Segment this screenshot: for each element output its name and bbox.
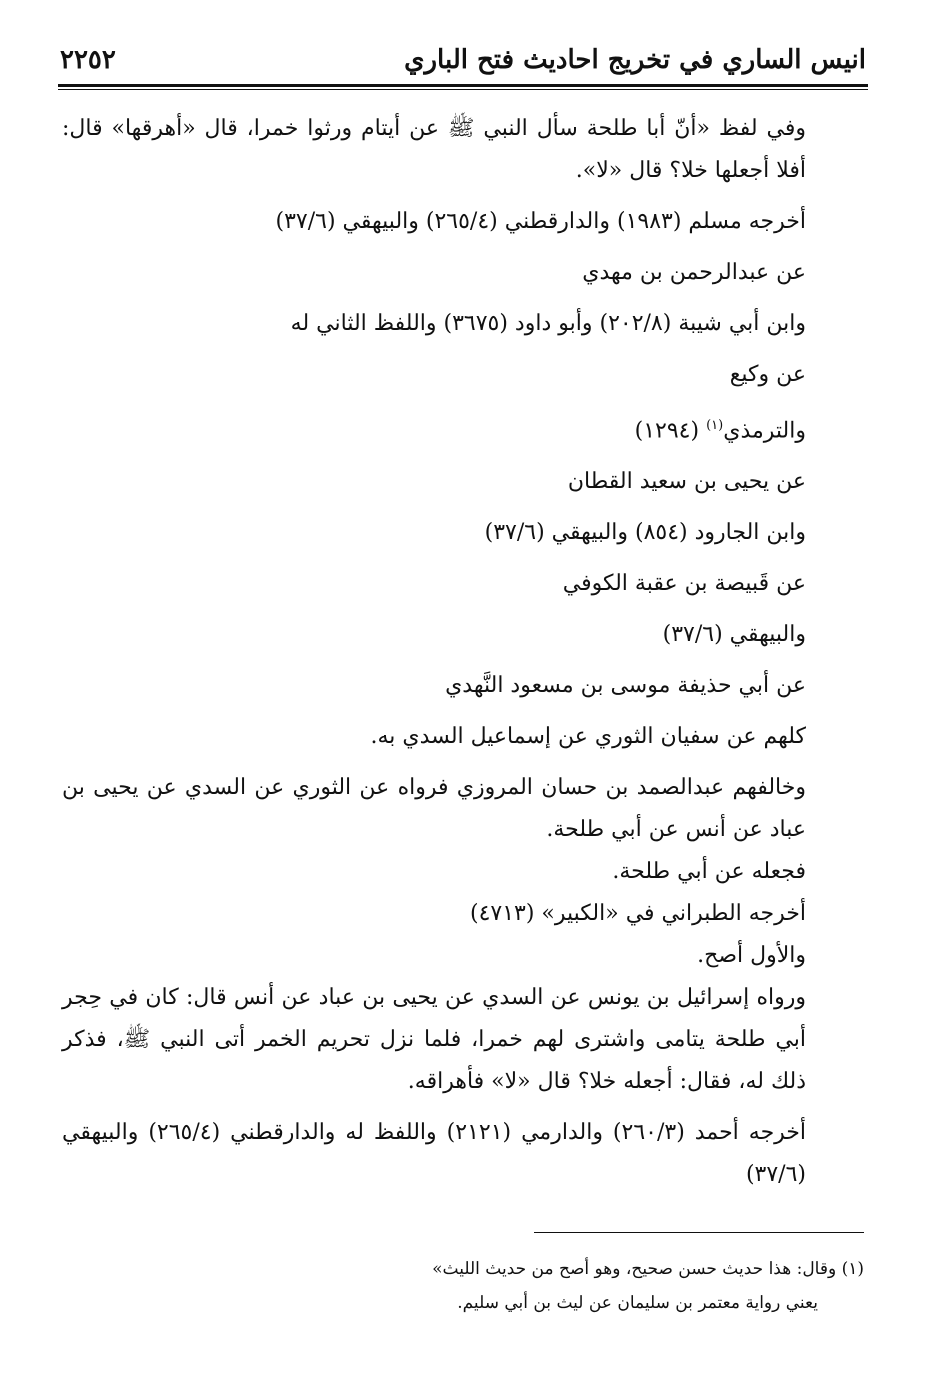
footnotes [62,1252,864,1320]
footnote-line: (١) وقال: هذا حديث حسن صحيح، وهو أصح من حديث الليث» [432,1259,864,1279]
paragraph: وابن أبي شيبة (٢٠٢/٨) وأبو داود (٣٦٧٥) واللفظ الثاني له [290,311,806,336]
paragraph: أخرجه الطبراني في «الكبير» (٤٧١٣) [469,901,806,927]
page-header [60,40,866,80]
paragraph [62,405,864,452]
footnote-line: يعني رواية معتمر بن سليمان عن ليث بن أبي سليم. [457,1293,818,1313]
paragraph: عن عبدالرحمن بن مهدي [582,260,806,285]
main-text [62,108,864,1196]
paragraph-text: والترمذي [723,418,806,444]
paragraph: والبيهقي (٣٧/٦) [662,622,806,648]
paragraph: وفي لفظ «أنّ أبا طلحة سأل النبي ﷺ عن أيتام ورثوا خمرا، قال «أهرقها» قال: أفلا أجعلها خلا؟ قال «لا». [62,116,806,183]
paragraph: أخرجه أحمد (٢٦٠/٣) والدارمي (٢١٢١) واللفظ له والدارقطني (٢٦٥/٤) والبيهقي (٣٧/٦) [62,1120,807,1188]
paragraph: عن يحيى بن سعيد القطان [567,469,806,495]
paragraph: والأول أصح. [697,943,806,969]
paragraph: وخالفهم عبدالصمد بن حسان المروزي فرواه عن الثوري عن السدي عن يحيى بن عباد عن أنس عن أبي طلحة. [62,775,806,843]
paragraph: كلهم عن سفيان الثوري عن إسماعيل السدي به. [370,724,806,750]
footnote-marker: (١) [706,418,724,433]
running-title: انيس الساري في تخريج احاديث فتح الباري [404,45,866,75]
paragraph: أخرجه مسلم (١٩٨٣) والدارقطني (٢٦٥/٤) والبيهقي (٣٧/٦) [275,209,806,234]
paragraph [62,354,864,396]
header-rule-thin [58,89,868,90]
paragraph: ورواه إسرائيل بن يونس عن السدي عن يحيى بن عباد عن أنس قال: كان في حِجر أبي طلحة يتامى واشترى لهم خمرا، فلما نزل تحريم الخمر أتى النبي ﷺ، فذكر ذلك له، فقال: أجعله خلا؟ قال «لا» فأهراقه. [62,985,806,1095]
footnote-separator [534,1232,864,1233]
paragraph: فجعله عن أبي طلحة. [612,859,806,885]
paragraph-text: (١٢٩٤) [634,418,707,444]
paragraph: عن قَبيصة بن عقبة الكوفي [562,571,806,597]
paragraph: عن أبي حذيفة موسى بن مسعود النَّهدي [445,673,806,699]
paragraph: وابن الجارود (٨٥٤) والبيهقي (٣٧/٦) [484,520,806,546]
header-rule-thick [58,84,868,87]
page-number: ٢٢٥٢ [60,45,116,75]
paragraph-text: عن وكيع [729,362,806,387]
